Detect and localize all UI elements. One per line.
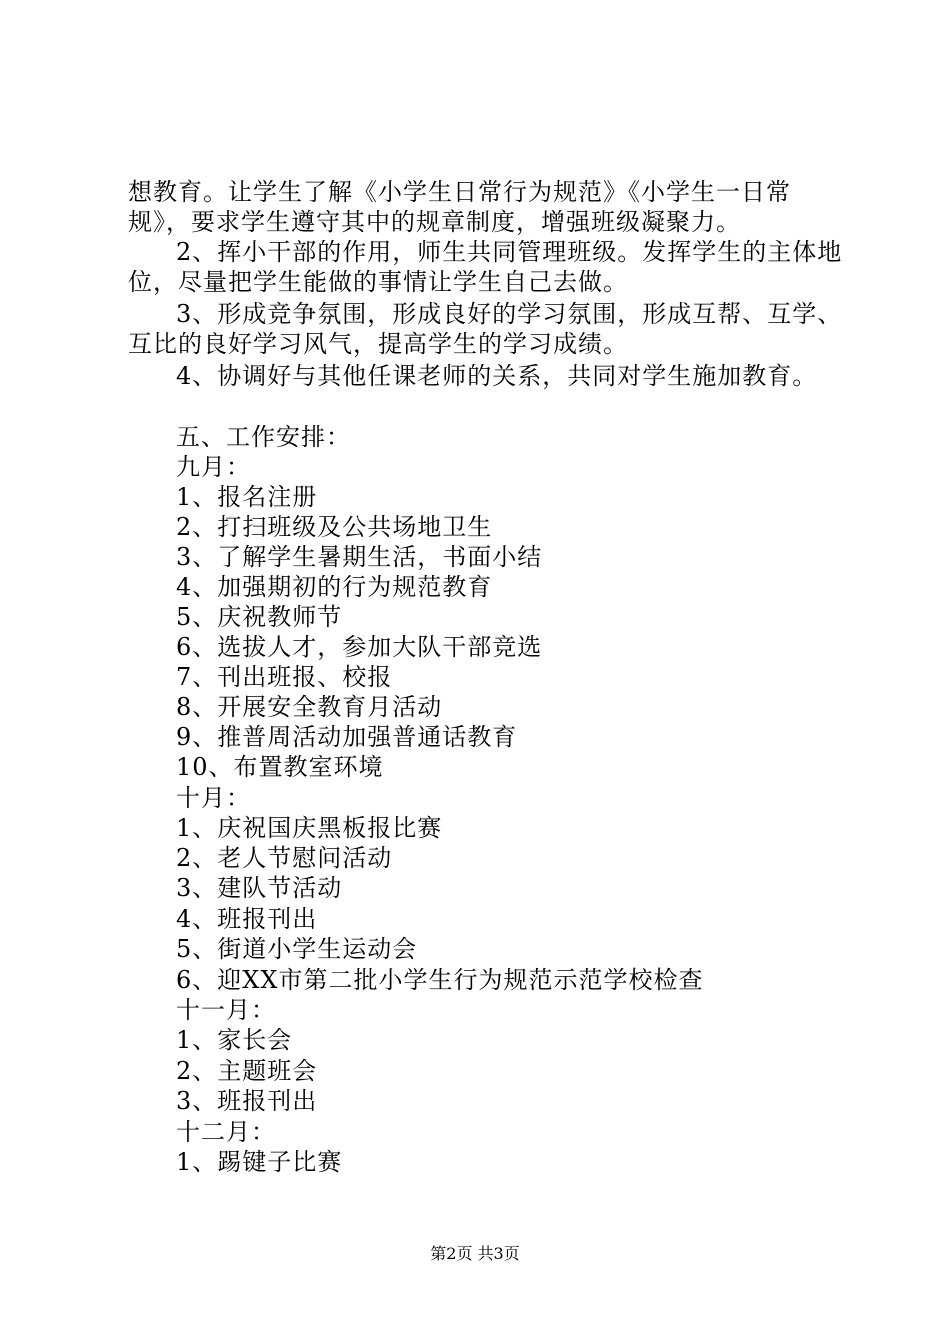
list-item: 5、街道小学生运动会 bbox=[176, 935, 418, 963]
list-item: 4、加强期初的行为规范教育 bbox=[176, 573, 493, 601]
list-item: 1、庆祝国庆黑板报比赛 bbox=[176, 814, 443, 842]
list-item: 4、班报刊出 bbox=[176, 905, 318, 933]
list-item: 3、了解学生暑期生活，书面小结 bbox=[176, 543, 543, 571]
list-item: 1、报名注册 bbox=[176, 483, 318, 511]
page-number-footer: 第2页 共3页 bbox=[430, 1244, 520, 1263]
month-title-october: 十月： bbox=[176, 784, 251, 812]
list-item: 6、迎XX市第二批小学生行为规范示范学校检查 bbox=[176, 966, 704, 994]
list-item: 10、布置教室环境 bbox=[176, 753, 384, 781]
list-item: 9、推普周活动加强普通话教育 bbox=[176, 723, 518, 751]
paragraph-item-2: 2、挥小干部的作用，师生共同管理班级。发挥学生的主体地位，尽量把学生能做的事情让学生自己去做。 bbox=[128, 238, 843, 296]
paragraph-intro: 想教育。让学生了解《小学生日常行为规范》《小学生一日常规》，要求学生遵守其中的规章制度，增强班级凝聚力。 bbox=[128, 178, 791, 236]
list-item: 2、打扫班级及公共场地卫生 bbox=[176, 513, 493, 541]
list-item: 5、庆祝教师节 bbox=[176, 603, 343, 631]
month-title-november: 十一月： bbox=[176, 996, 276, 1024]
list-item: 1、踢键子比赛 bbox=[176, 1148, 343, 1176]
list-item: 2、老人节慰问活动 bbox=[176, 844, 393, 872]
section-heading: 五、工作安排： bbox=[176, 423, 351, 451]
list-item: 3、建队节活动 bbox=[176, 874, 343, 902]
list-item: 8、开展安全教育月活动 bbox=[176, 693, 443, 721]
list-item: 7、刊出班报、校报 bbox=[176, 663, 393, 691]
month-title-september: 九月： bbox=[176, 453, 251, 481]
paragraph-item-3: 3、形成竞争氛围，形成良好的学习氛围，形成互帮、互学、互比的良好学习风气，提高学生的学习成绩。 bbox=[128, 300, 843, 358]
list-item: 6、选拔人才，参加大队干部竞选 bbox=[176, 633, 543, 661]
list-item: 3、班报刊出 bbox=[176, 1087, 318, 1115]
list-item: 1、家长会 bbox=[176, 1026, 293, 1054]
list-item: 2、主题班会 bbox=[176, 1057, 318, 1085]
paragraph-item-4: 4、协调好与其他任课老师的关系，共同对学生施加教育。 bbox=[176, 362, 818, 390]
month-title-december: 十二月： bbox=[176, 1118, 276, 1146]
